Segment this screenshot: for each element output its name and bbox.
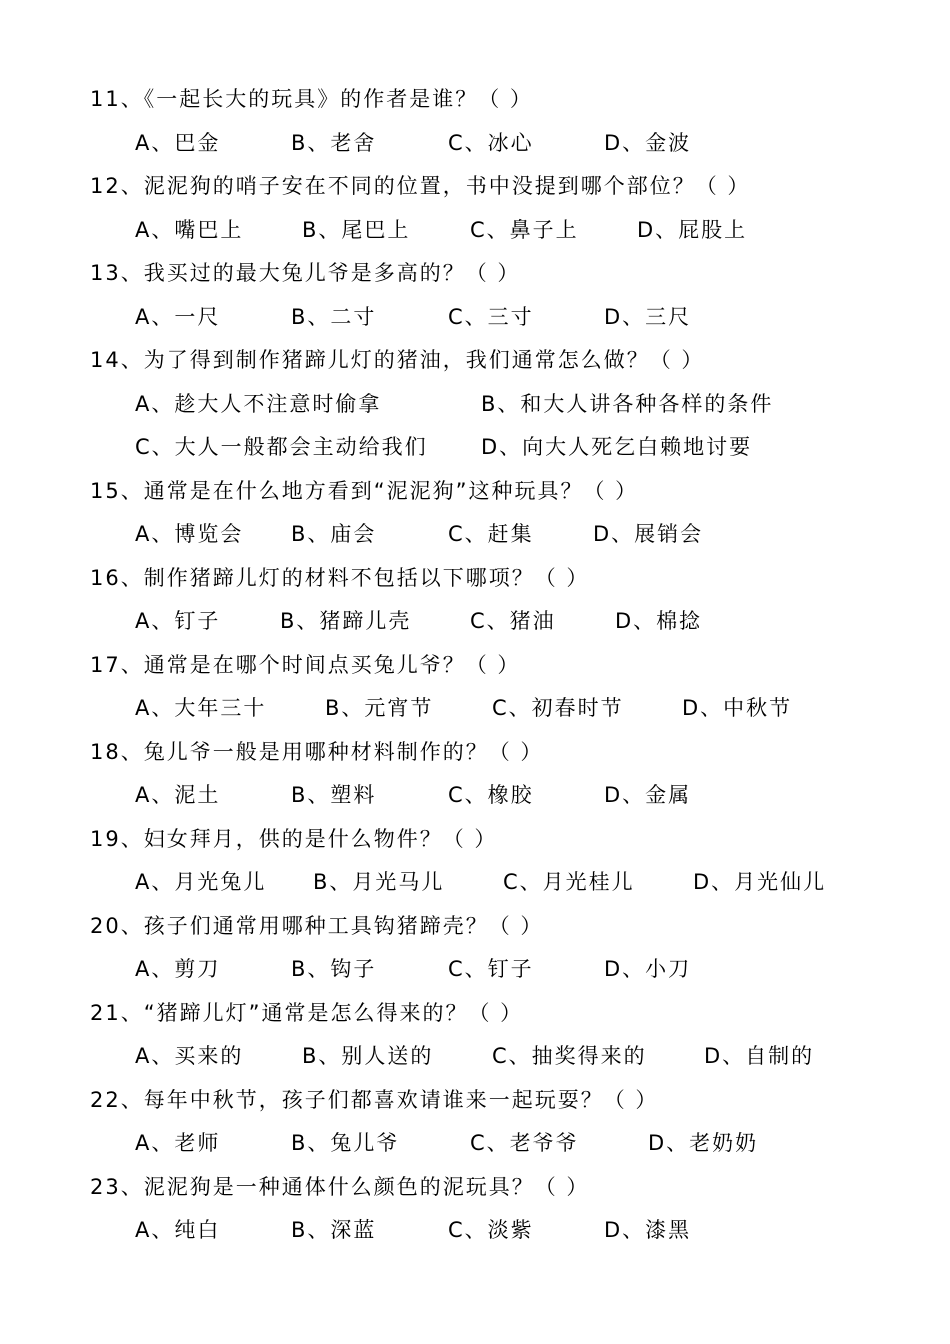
option-c: C、冰心 — [448, 131, 534, 155]
options-20 — [0, 949, 950, 989]
option-c: C、橡胶 — [448, 783, 534, 807]
option-b: B、月光马儿 — [313, 870, 445, 894]
option-c: C、三寸 — [448, 305, 534, 329]
options-14-row1 — [0, 384, 950, 424]
option-a: A、嘴巴上 — [135, 218, 244, 242]
option-d: D、屁股上 — [637, 218, 748, 242]
option-b: B、别人送的 — [302, 1044, 434, 1068]
question-stem: 18、兔儿爷一般是用哪种材料制作的？（ ） — [90, 740, 544, 764]
option-c: C、钉子 — [448, 957, 534, 981]
question-stem: 23、泥泥狗是一种通体什么颜色的泥玩具？（ ） — [90, 1175, 590, 1199]
option-b: B、塑料 — [291, 783, 377, 807]
question-stem: 19、妇女拜月，供的是什么物件？（ ） — [90, 827, 498, 851]
options-15 — [0, 514, 950, 554]
option-a: A、月光兔儿 — [135, 870, 267, 894]
options-12 — [0, 210, 950, 250]
question-stem: 12、泥泥狗的哨子安在不同的位置，书中没提到哪个部位？（ ） — [90, 174, 751, 198]
question-13 — [0, 253, 950, 293]
option-d: D、中秋节 — [682, 696, 793, 720]
question-16 — [0, 558, 950, 598]
question-12 — [0, 166, 950, 206]
question-stem: 21、“猪蹄儿灯”通常是怎么得来的？（ ） — [90, 1001, 524, 1025]
option-c: C、初春时节 — [492, 696, 624, 720]
option-c: C、大人一般都会主动给我们 — [135, 435, 428, 459]
option-d: D、棉捻 — [615, 609, 703, 633]
options-13 — [0, 297, 950, 337]
option-d: D、漆黑 — [604, 1218, 692, 1242]
options-19 — [0, 862, 950, 902]
option-a: A、剪刀 — [135, 957, 221, 981]
question-15 — [0, 471, 950, 511]
question-stem: 14、为了得到制作猪蹄儿灯的猪油，我们通常怎么做？（ ） — [90, 348, 705, 372]
option-a: A、大年三十 — [135, 696, 267, 720]
question-stem: 11、《一起长大的玩具》的作者是谁？（ ） — [90, 87, 533, 111]
option-b: B、二寸 — [291, 305, 377, 329]
option-c: C、赶集 — [448, 522, 534, 546]
option-a: A、钉子 — [135, 609, 221, 633]
option-c: C、月光桂儿 — [503, 870, 635, 894]
option-a: A、纯白 — [135, 1218, 221, 1242]
option-d: D、金属 — [604, 783, 692, 807]
option-b: B、庙会 — [291, 522, 377, 546]
question-stem: 22、每年中秋节，孩子们都喜欢请谁来一起玩耍？（ ） — [90, 1088, 659, 1112]
option-a: A、博览会 — [135, 522, 244, 546]
option-a: A、买来的 — [135, 1044, 244, 1068]
question-14 — [0, 340, 950, 380]
question-19 — [0, 819, 950, 859]
option-a: A、泥土 — [135, 783, 221, 807]
options-17 — [0, 688, 950, 728]
option-d: D、月光仙儿 — [693, 870, 827, 894]
question-stem: 17、通常是在哪个时间点买兔儿爷？（ ） — [90, 653, 521, 677]
option-d: D、老奶奶 — [648, 1131, 759, 1155]
option-a: A、巴金 — [135, 131, 221, 155]
option-b: B、钩子 — [291, 957, 377, 981]
options-16 — [0, 601, 950, 641]
option-b: B、猪蹄儿壳 — [280, 609, 412, 633]
option-c: C、老爷爷 — [470, 1131, 579, 1155]
option-d: D、小刀 — [604, 957, 692, 981]
option-d: D、三尺 — [604, 305, 692, 329]
question-18 — [0, 732, 950, 772]
option-c: C、猪油 — [470, 609, 556, 633]
question-21 — [0, 993, 950, 1033]
option-a: A、一尺 — [135, 305, 221, 329]
question-11 — [0, 79, 950, 119]
option-b: B、兔儿爷 — [291, 1131, 400, 1155]
question-20 — [0, 906, 950, 946]
question-23 — [0, 1167, 950, 1207]
question-stem: 15、通常是在什么地方看到“泥泥狗”这种玩具？（ ） — [90, 479, 639, 503]
question-17 — [0, 645, 950, 685]
option-c: C、抽奖得来的 — [492, 1044, 647, 1068]
options-22 — [0, 1123, 950, 1163]
option-d: D、自制的 — [704, 1044, 815, 1068]
option-b: B、和大人讲各种各样的条件 — [481, 392, 774, 416]
question-stem: 16、制作猪蹄儿灯的材料不包括以下哪项？（ ） — [90, 566, 590, 590]
option-d: D、向大人死乞白赖地讨要 — [481, 435, 753, 459]
option-c: C、鼻子上 — [470, 218, 579, 242]
question-22 — [0, 1080, 950, 1120]
option-a: A、老师 — [135, 1131, 221, 1155]
options-18 — [0, 775, 950, 815]
options-23 — [0, 1210, 950, 1250]
options-11 — [0, 123, 950, 163]
option-b: B、元宵节 — [325, 696, 434, 720]
option-a: A、趁大人不注意时偷拿 — [135, 392, 382, 416]
option-d: D、展销会 — [593, 522, 704, 546]
option-d: D、金波 — [604, 131, 692, 155]
option-b: B、深蓝 — [291, 1218, 377, 1242]
option-b: B、尾巴上 — [302, 218, 411, 242]
question-stem: 13、我买过的最大兔儿爷是多高的？（ ） — [90, 261, 521, 285]
options-21 — [0, 1036, 950, 1076]
option-b: B、老舍 — [291, 131, 377, 155]
option-c: C、淡紫 — [448, 1218, 534, 1242]
question-stem: 20、孩子们通常用哪种工具钩猪蹄壳？（ ） — [90, 914, 544, 938]
options-14-row2 — [0, 427, 950, 467]
